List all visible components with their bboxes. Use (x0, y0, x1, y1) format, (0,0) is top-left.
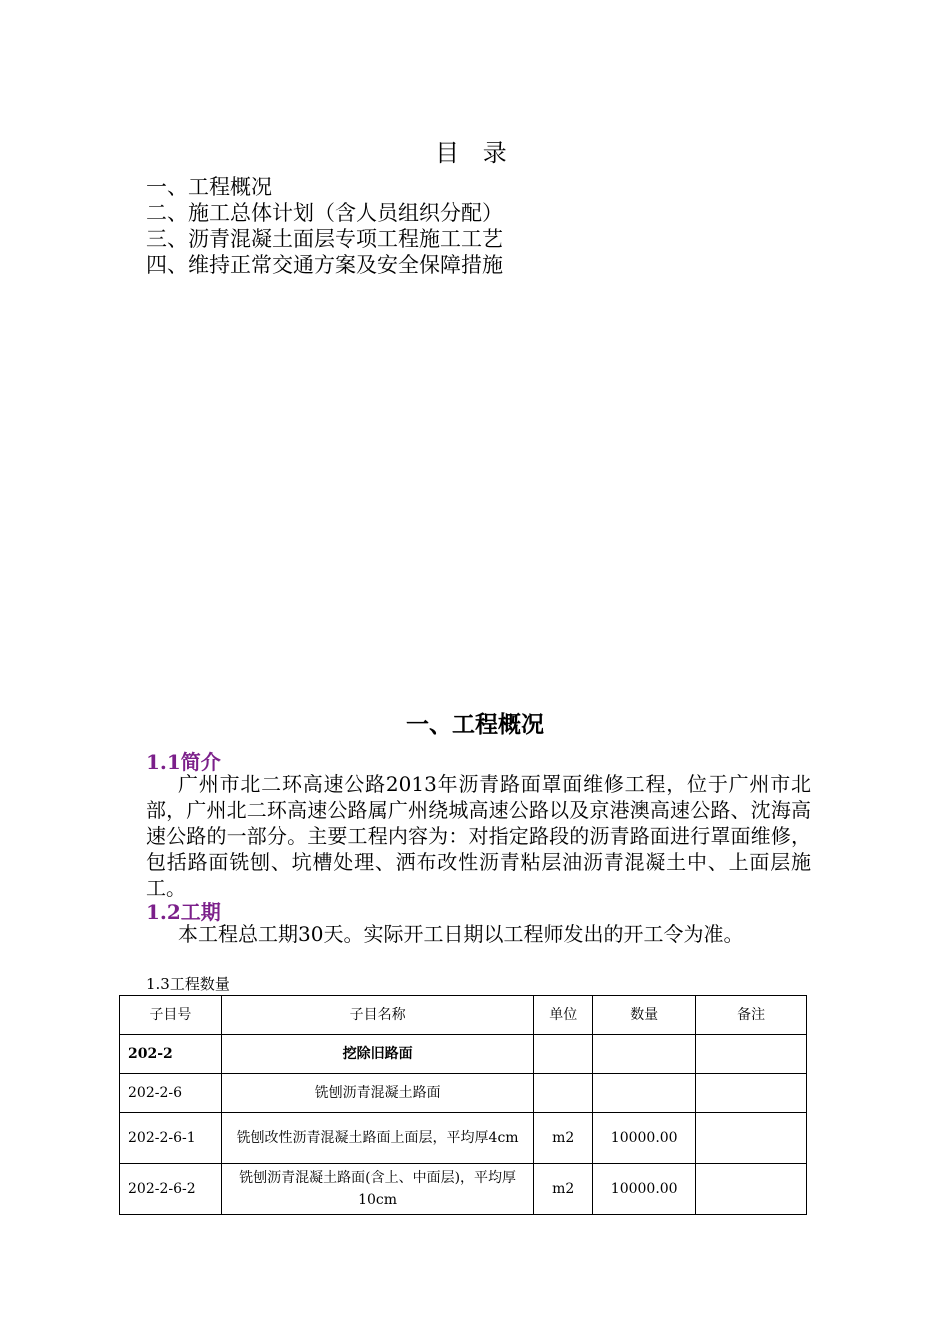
cell-note (696, 1035, 807, 1074)
cell-note (696, 1113, 807, 1164)
intro-paragraph: 广州市北二环高速公路2013年沥青路面罩面维修工程，位于广州市北部，广州北二环高速公路属广州绕城高速公路以及京港澳高速公路、沈海高速公路的一部分。主要工程内容为：对指定路段的沥青路面进行罩面维修，包括路面铣刨、坑槽处理、洒布改性沥青粘层油沥青混凝土中、上面层施工。 (146, 772, 811, 900)
cell-qty: 10000.00 (593, 1113, 696, 1164)
cell-code: 202-2-6-1 (120, 1113, 222, 1164)
cell-unit: m2 (534, 1164, 593, 1215)
cell-qty: 10000.00 (593, 1164, 696, 1215)
cell-qty (593, 1035, 696, 1074)
toc-item[interactable]: 四、维持正常交通方案及安全保障措施 (146, 253, 503, 277)
cell-name: 铣刨沥青混凝土路面 (221, 1074, 533, 1113)
cell-unit (534, 1074, 593, 1113)
quantity-table (119, 995, 807, 1215)
toc-list (146, 174, 503, 278)
cell-qty (593, 1074, 696, 1113)
cell-note (696, 1074, 807, 1113)
table-row (120, 1074, 807, 1113)
cell-name: 挖除旧路面 (221, 1035, 533, 1074)
period-heading: 1.2工期 (146, 900, 221, 924)
cell-code: 202-2 (120, 1035, 222, 1074)
cell-code: 202-2-6-2 (120, 1164, 222, 1215)
cell-unit: m2 (534, 1113, 593, 1164)
cell-unit (534, 1035, 593, 1074)
cell-name: 铣刨沥青混凝土路面(含上、中面层)，平均厚10cm (221, 1164, 533, 1215)
table-row (120, 1035, 807, 1074)
table-header-row (120, 996, 807, 1035)
toc-item[interactable]: 一、工程概况 (146, 175, 272, 199)
intro-heading: 1.1简介 (146, 750, 221, 774)
toc-item[interactable]: 三、沥青混凝土面层专项工程施工工艺 (146, 227, 503, 251)
header-name: 子目名称 (221, 996, 533, 1035)
header-note: 备注 (696, 996, 807, 1035)
header-qty: 数量 (593, 996, 696, 1035)
header-unit: 单位 (534, 996, 593, 1035)
header-code: 子目号 (120, 996, 222, 1035)
toc-item[interactable]: 二、施工总体计划（含人员组织分配） (146, 201, 503, 225)
toc-title: 目 录 (435, 139, 515, 167)
table-row (120, 1113, 807, 1164)
cell-name: 铣刨改性沥青混凝土路面上面层，平均厚4cm (221, 1113, 533, 1164)
table-row (120, 1164, 807, 1215)
cell-code: 202-2-6 (120, 1074, 222, 1113)
section-title: 一、工程概况 (406, 711, 544, 738)
period-paragraph: 本工程总工期30天。实际开工日期以工程师发出的开工令为准。 (178, 922, 744, 946)
cell-note (696, 1164, 807, 1215)
quantity-caption: 1.3工程数量 (146, 975, 230, 993)
